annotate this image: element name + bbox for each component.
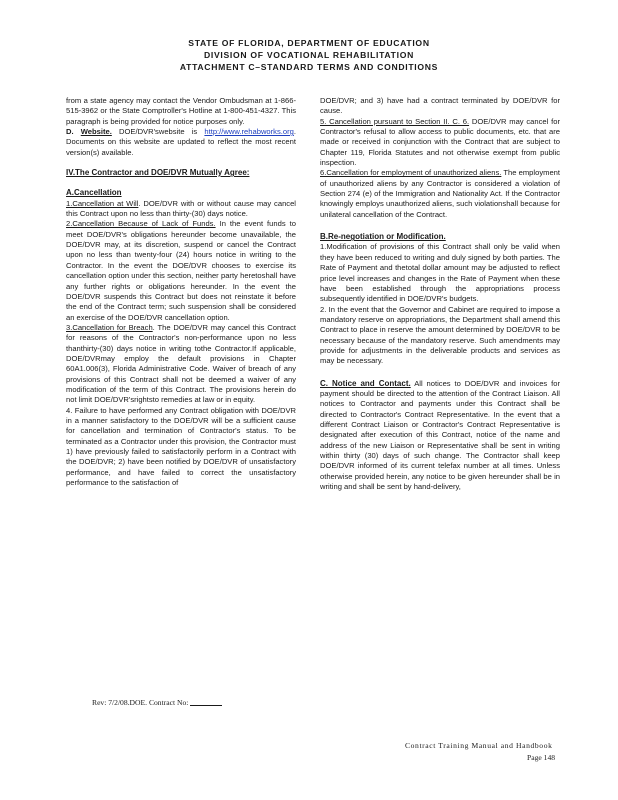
left-column (66, 96, 296, 488)
header-title: STATE OF FLORIDA, DEPARTMENT OF EDUCATION (188, 38, 430, 48)
mandatory-reserve-paragraph: 2. In the event that the Governor and Cabinet are required to impose a mandatory reserve on appropriations, the Department shall amend this Contract to place in reserve the amount determined by DOE/DVR to be necessary because of the mandatory reserve. Such amendments may provide for adjustments in the deliverable products and services as may be necessary. (320, 304, 560, 366)
modification-paragraph: 1.Modification of provisions of this Contract shall only be valid when they have been reduced to writing and duly signed by both parties. The Rate of Payment and thetotal dollar amount may be adjusted to reflect price level increases and changes in the Rate of Payment when these have been established through the appropriations process subsequently identified in DOE/DVR's budgets. (320, 242, 560, 304)
aliens-label: 6.Cancellation for employment of unauthorized aliens. (320, 168, 502, 178)
section-iv-heading: IV.The Contractor and DOE/DVR Mutually Agree: (66, 168, 250, 178)
header-attachment: ATTACHMENT C–STANDARD TERMS AND CONDITIONS (179, 62, 439, 72)
cancellation-at-will (66, 199, 296, 220)
manual-title: Contract Training Manual and Handbook (405, 741, 553, 750)
section-b-heading: B.Re-negotiation or Modification. (320, 232, 446, 242)
failure-to-perform: 4. Failure to have performed any Contract obligation with DOE/DVR in a manner satisfactory to the DOE/DVR will be a sufficient cause for cancellation and termination of Contractor's status. To be terminated as a Contractor under this provision, the Contractor must 1) have previously failed to satisfactorily perform in a Contract with the DOE/DVR; 2) have been notified by DOE/DVR of unsatisfactory performance, and have failed to correct the unsatisfactory performance to the satisfaction of (66, 405, 296, 488)
section-ii-label: 5. Cancellation pursuant to Section II. C. 6. (320, 116, 470, 126)
intro-paragraph: from a state agency may contact the Vendor Ombudsman at 1-866-515-3962 or the State Comptroller's Hotline at 1-800-451-4327. This paragraph is being provided for notice purposes only. (66, 96, 296, 126)
continued-text: DOE/DVR; and 3) have had a contract terminated by DOE/DVR for cause. (320, 96, 560, 116)
breach-text: . The DOE/DVR may cancel this Contract for reasons of the Contractor's non-performance upon no less thanthirty-(30) days notice in writing tothe Contractor.If applicable, DOE/DVRmay employ the default provisions in Chapter 60A1.006(3), Florida Administrative Code. Waiver of breach of any provisions of this Contract shall not be deemed a waiver of any modification of the term of this Contract. The provisions herein do not limit DOE/DVR'srightsto remedies at law or in equity. (66, 322, 296, 405)
section-d-text-2: . Documents on this website are updated to reflect the most recent version(s) available. (66, 127, 296, 157)
header-division: DIVISION OF VOCATIONAL REHABILITATION (203, 50, 415, 60)
cancellation-at-will-label: 1.Cancellation at Will (66, 198, 139, 208)
page-number: Page 148 (527, 753, 556, 762)
revision-text: Rev: 7/2/08.DOE. Contract No: (92, 698, 189, 707)
website-paragraph (66, 127, 296, 158)
cancellation-section-ii (320, 117, 560, 169)
revision-line (92, 697, 222, 707)
section-a-heading: A.Cancellation (66, 188, 122, 198)
cancellation-for-breach (66, 323, 296, 406)
cancellation-unauthorized-aliens (320, 168, 560, 220)
notice-contact-text: All notices to DOE/DVR and invoices for payment should be directed to the attention of the Contract Liaison. All notices to Contractor and payments under this Contract shall be directed to Contractor's Contract Representative. In the event that a different Contract Liaison or Contractor's Contract Representative is designated after execution of this Contract, notice of the name and address of the new Liaison or Representative shall be sent in writing within thirty (30) days of such change. The Contractor shall keep DOE/DVR informed of its current telefax number at all times. Unless otherwise provided herein, any notice to be given hereunder shall be in writing and shall be sent by hand-delivery, (320, 378, 560, 492)
section-d-text: DOE/DVR'swebsite is (119, 127, 198, 137)
cancellation-lack-of-funds (66, 219, 296, 322)
cancellation-at-will-text: . DOE/DVR with or without cause may cancel this Contract upon no less than thirty-(30) days notice. (66, 198, 296, 219)
lack-of-funds-text: In the event funds to meet DOE/DVR's obligations hereunder become unavailable, the DOE/DVR may, at its discretion, suspend or cancel the Contract upon no less than twenty-four (24) hours notice in writing to the Contractor. In the event the DOE/DVR chooses to exercise its cancellation option under this section, neither party heretoshall have any further rights or obligations hereunder. In the event the DOE/DVR suspends this Contract but does not reinstate it before the end of the Contract term; such suspension shall be considered an exercise of the DOE/DVR cancellation option. (66, 219, 296, 322)
breach-label: 3.Cancellation for Breach (66, 322, 153, 332)
rehabworks-link[interactable]: http://www.rehabworks.org (204, 127, 294, 137)
section-d-label: D. (66, 127, 74, 137)
right-column (320, 96, 560, 492)
section-d-title: Website. (80, 127, 112, 137)
notice-contact-paragraph (320, 379, 560, 493)
section-c-heading: C. Notice and Contact. (320, 378, 411, 388)
contract-number-blank (190, 697, 222, 706)
section-ii-text: DOE/DVR may cancel for Contractor's refusal to allow access to public documents, etc. that are made or received in conjunction with the Contract that are subject to Chapter 119, Florida Statutes and not otherwise exempt from public inspection. (320, 116, 560, 168)
lack-of-funds-label: 2.Cancellation Because of Lack of Funds. (66, 219, 216, 229)
aliens-text: The employment of unauthorized aliens by any Contractor is considered a violation of Section 274 (e) of the Immigration and Nationality Act. If the Contractor knowingly employs unauthorized aliens, such violationshall because for unilateral cancellation of the Contract. (320, 168, 560, 219)
